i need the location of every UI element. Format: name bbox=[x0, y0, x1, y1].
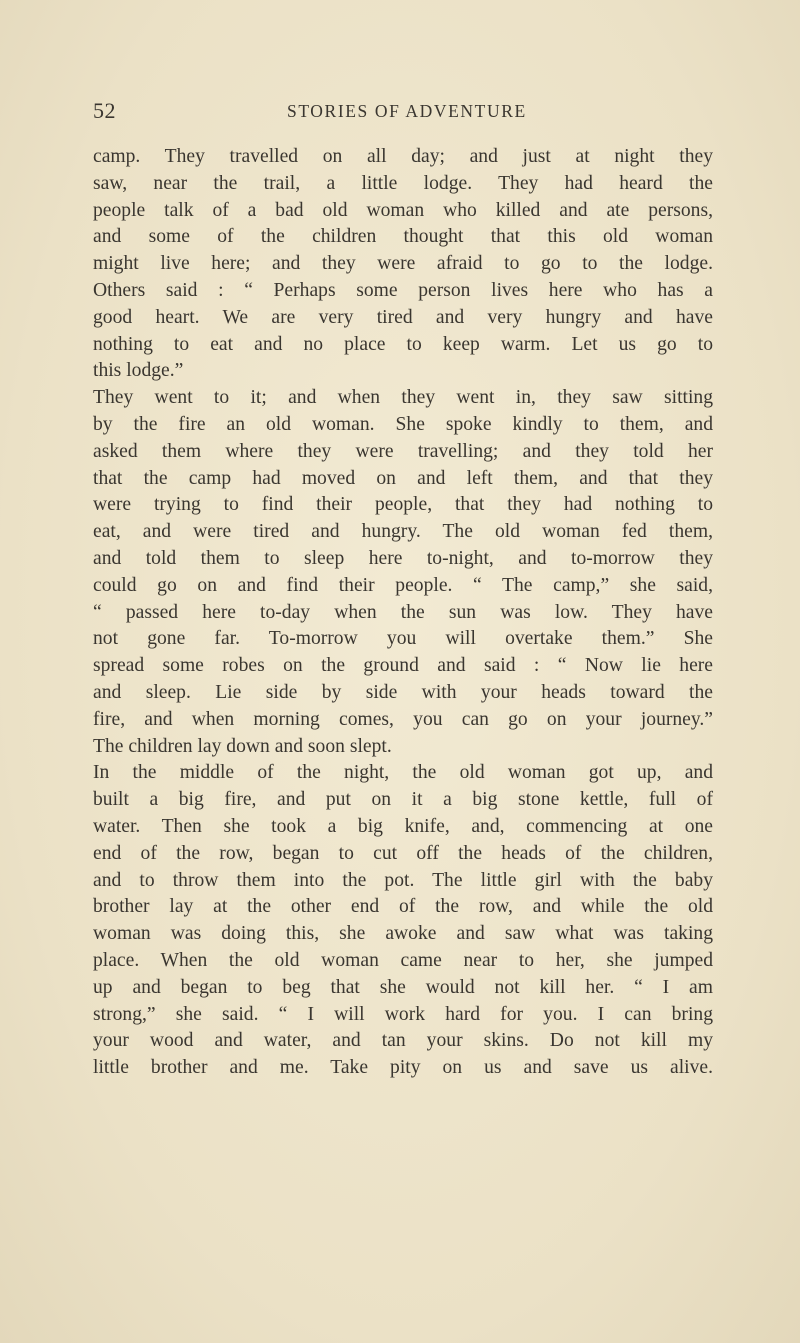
text-line: eat, and were tired and hungry. The old woman fed them, bbox=[93, 521, 713, 543]
page-header bbox=[93, 96, 713, 126]
text-line: spread some robes on the ground and said : “ Now lie here bbox=[93, 655, 713, 677]
text-line: your wood and water, and tan your skins. Do not kill my bbox=[93, 1030, 713, 1052]
text-line: that the camp had moved on and left them, and that they bbox=[93, 467, 713, 489]
text-line: They went to it; and when they went in, they saw sitting bbox=[93, 387, 713, 409]
text-line: saw, near the trail, a little lodge. They had heard the bbox=[93, 172, 713, 194]
text-line: In the middle of the night, the old woman got up, and bbox=[93, 762, 713, 784]
text-line: strong,” she said. “ I will work hard for you. I can bring bbox=[93, 1003, 713, 1025]
text-line: good heart. We are very tired and very hungry and have bbox=[93, 306, 713, 328]
text-line: up and began to beg that she would not kill her. “ I am bbox=[93, 976, 713, 998]
text-line: fire, and when morning comes, you can go on your journey.” bbox=[93, 708, 713, 730]
text-line: might live here; and they were afraid to go to the lodge. bbox=[93, 253, 713, 275]
text-line: woman was doing this, she awoke and saw what was taking bbox=[93, 923, 713, 945]
text-line: could go on and find their people. “ The camp,” she said, bbox=[93, 574, 713, 596]
text-line: people talk of a bad old woman who killed and ate persons, bbox=[93, 199, 713, 221]
text-line: not gone far. To-morrow you will overtake them.” She bbox=[93, 628, 713, 650]
text-line: The children lay down and soon slept. bbox=[93, 735, 392, 757]
body-text bbox=[93, 144, 713, 1082]
text-line: end of the row, began to cut off the heads of the children, bbox=[93, 842, 713, 864]
text-line: little brother and me. Take pity on us and save us alive. bbox=[93, 1057, 713, 1079]
text-line: brother lay at the other end of the row, and while the old bbox=[93, 896, 713, 918]
running-head: STORIES OF ADVENTURE bbox=[287, 101, 527, 121]
text-line: by the fire an old woman. She spoke kindly to them, and bbox=[93, 413, 713, 435]
page-number: 52 bbox=[93, 98, 116, 123]
text-line: were trying to find their people, that they had nothing to bbox=[93, 494, 713, 516]
text-line: place. When the old woman came near to her, she jumped bbox=[93, 949, 713, 971]
text-line: and some of the children thought that this old woman bbox=[93, 226, 713, 248]
text-line: and told them to sleep here to-night, and to-morrow they bbox=[93, 547, 713, 569]
text-line: camp. They travelled on all day; and just at night they bbox=[93, 146, 713, 167]
text-line: asked them where they were travelling; and they told her bbox=[93, 440, 713, 462]
text-line: and to throw them into the pot. The little girl with the baby bbox=[93, 869, 713, 891]
text-line: nothing to eat and no place to keep warm. Let us go to bbox=[93, 333, 713, 355]
text-line: Others said : “ Perhaps some person lives here who has a bbox=[93, 279, 713, 301]
text-line: “ passed here to-day when the sun was low. They have bbox=[93, 601, 713, 623]
text-line: built a big fire, and put on it a big stone kettle, full of bbox=[93, 789, 713, 811]
text-line: water. Then she took a big knife, and, commencing at one bbox=[93, 815, 713, 837]
text-line: this lodge.” bbox=[93, 360, 184, 382]
text-line: and sleep. Lie side by side with your heads toward the bbox=[93, 681, 713, 703]
